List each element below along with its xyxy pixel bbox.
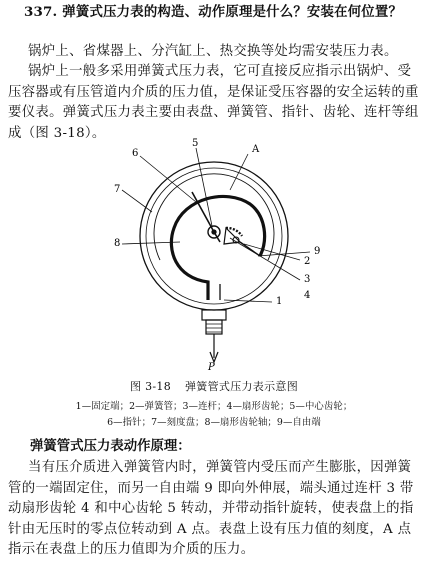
label-p: P <box>208 362 215 370</box>
question-text: 弹簧式压力表的构造、动作原理是什么？安装在何位置？ <box>62 4 403 20</box>
label-9: 9 <box>314 246 321 257</box>
section-body: 当有压介质进入弹簧管内时，弹簧管内受压而产生膨胀，因弹簧管的一端固定住，而另一自由端 9 即向外伸展，端头通过连杆 3 带动扇形齿轮 4 和中心齿轮 5 转动，并带动指针旋转，使表盘上的指针由无压时的零点位转动到 A 点。表盘上设有压力值的刻度，A 点指示在表盘上的压力值即为介质的压力。 <box>8 460 414 557</box>
figure-title: 弹簧管式压力表示意图 <box>185 380 298 393</box>
label-2: 2 <box>304 256 311 267</box>
paragraph-installation: 锅炉上、省煤器上、分汽缸上、热交换等处均需安装压力表。 <box>28 44 398 59</box>
label-7: 7 <box>114 184 121 195</box>
label-4: 4 <box>304 290 311 301</box>
section-heading: 弹簧管式压力表动作原理： <box>30 438 191 454</box>
dial-plate-outline <box>146 168 282 304</box>
socket-nut <box>202 310 226 320</box>
pressure-gauge-figure <box>96 132 336 370</box>
label-a: A <box>252 144 260 155</box>
question-number: 337. <box>24 4 58 20</box>
figure-legend-line-1: 1—固定端；2—弹簧管；3—连杆；4—扇形齿轮；5—中心齿轮； <box>75 401 353 412</box>
label-6: 6 <box>132 148 139 159</box>
pressure-gauge-diagram <box>96 132 336 370</box>
figure-number: 图 3-18 <box>129 380 171 393</box>
label-3: 3 <box>304 274 311 285</box>
paragraph-description: 锅炉上一般多采用弹簧式压力表，它可直接反应指示出锅炉、受压容器或有压管道内介质的压力值，是保证受压容器的安全运转的重要仪表。弹簧式压力表主要由表盘、弹簧管、指针、齿轮、连杆等组成（图 3-18）。 <box>8 64 419 141</box>
label-8: 8 <box>114 238 121 249</box>
label-1: 1 <box>276 296 283 307</box>
question-title <box>8 2 422 22</box>
bourdon-tube <box>171 196 264 300</box>
label-5: 5 <box>192 138 199 149</box>
figure-caption <box>0 380 428 394</box>
figure-legend-line-2: 6—指针；7—刻度盘；8—扇形齿轮轴；9—自由端 <box>107 417 321 428</box>
